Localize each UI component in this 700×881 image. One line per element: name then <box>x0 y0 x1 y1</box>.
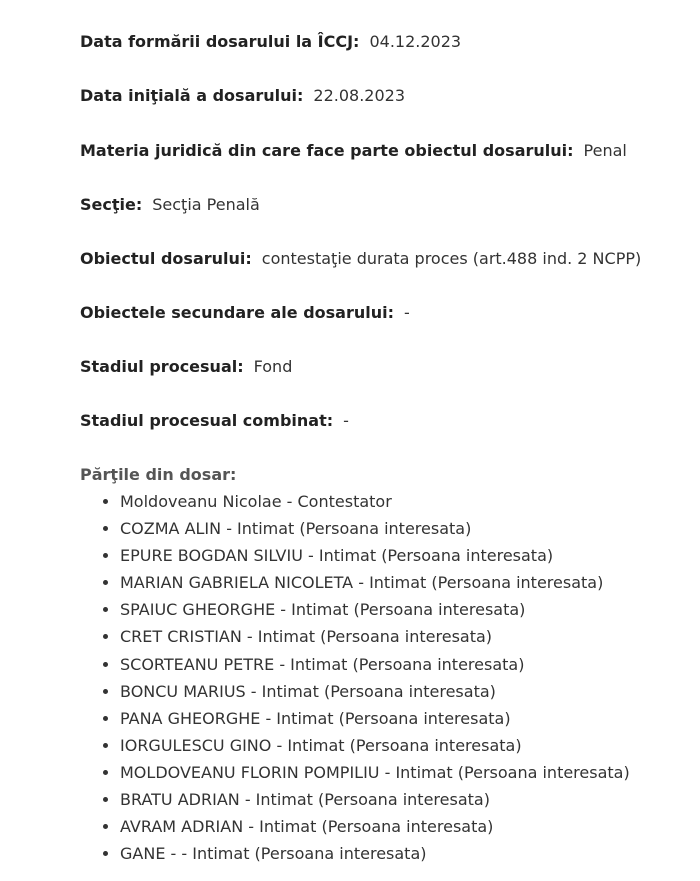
list-item: • IORGULESCU GINO - Intimat (Persoana interesata) <box>120 734 630 761</box>
field-value: 22.08.2023 <box>313 86 406 105</box>
parties-title: Părţile din dosar: <box>80 465 237 484</box>
list-item: • GANE - - Intimat (Persoana interesata) <box>120 842 630 869</box>
field-label: Secţie: <box>80 195 143 214</box>
field-procedural-stage <box>80 357 292 377</box>
list-item: • PANA GHEORGHE - Intimat (Persoana interesata) <box>120 707 630 734</box>
field-label: Obiectul dosarului: <box>80 249 252 268</box>
field-label: Data formării dosarului la ÎCCJ: <box>80 32 360 51</box>
list-item: • MOLDOVEANU FLORIN POMPILIU - Intimat (Persoana interesata) <box>120 761 630 788</box>
field-value: - <box>343 411 349 430</box>
field-label: Stadiul procesual: <box>80 357 244 376</box>
list-item: • AVRAM ADRIAN - Intimat (Persoana interesata) <box>120 815 630 842</box>
field-combined-stage <box>80 411 349 431</box>
field-value: contestaţie durata proces (art.488 ind. 2 NCPP) <box>261 249 642 268</box>
field-value: Penal <box>583 141 627 160</box>
field-value: Fond <box>253 357 293 376</box>
field-legal-matter <box>80 141 627 161</box>
list-item: • COZMA ALIN - Intimat (Persoana interesata) <box>120 517 630 544</box>
field-label: Data iniţială a dosarului: <box>80 86 304 105</box>
list-item: • MARIAN GABRIELA NICOLETA - Intimat (Persoana interesata) <box>120 571 630 598</box>
list-item: • CRET CRISTIAN - Intimat (Persoana interesata) <box>120 625 630 652</box>
field-section <box>80 195 260 215</box>
parties-list <box>80 490 630 869</box>
field-label: Materia juridică din care face parte obiectul dosarului: <box>80 141 574 160</box>
field-case-object <box>80 249 641 269</box>
field-label: Obiectele secundare ale dosarului: <box>80 303 394 322</box>
field-secondary-objects <box>80 303 410 323</box>
field-label: Stadiul procesual combinat: <box>80 411 334 430</box>
list-item: • SCORTEANU PETRE - Intimat (Persoana interesata) <box>120 653 630 680</box>
field-formation-date <box>80 32 461 52</box>
field-value: - <box>404 303 410 322</box>
field-value: 04.12.2023 <box>369 32 462 51</box>
list-item: • SPAIUC GHEORGHE - Intimat (Persoana interesata) <box>120 598 630 625</box>
field-value: Secţia Penală <box>152 195 260 214</box>
list-item: • BRATU ADRIAN - Intimat (Persoana interesata) <box>120 788 630 815</box>
list-item: • Moldoveanu Nicolae - Contestator <box>120 490 630 517</box>
field-initial-date <box>80 86 405 106</box>
list-item: • EPURE BOGDAN SILVIU - Intimat (Persoana interesata) <box>120 544 630 571</box>
list-item: • BONCU MARIUS - Intimat (Persoana interesata) <box>120 680 630 707</box>
